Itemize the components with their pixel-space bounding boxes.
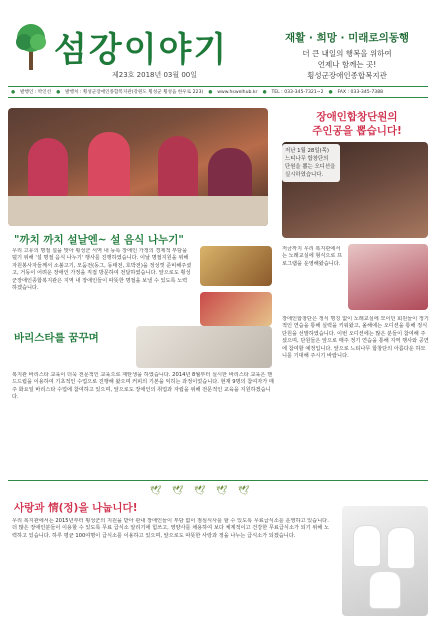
holiday-food-photo <box>8 108 268 226</box>
person-figure <box>28 138 68 198</box>
article-3-title-line-1: 장애인합창단원의 <box>316 111 398 123</box>
food-delivery-photo <box>200 292 272 326</box>
caption-line-3: 단원을 뽑는 오디션을 <box>285 164 336 170</box>
cafeteria-staff-photo <box>342 506 428 616</box>
caption-line-2: 느티나무 합창단의 <box>285 156 329 162</box>
person-figure <box>88 132 130 200</box>
article-4-body: 우리 복지관에서는 2015년부터 횡성군의 지원을 받아 관내 장애인들이 부담 없이 점심식사를 할 수 있도록 무료급식소를 운영하고 있습니다. 더 많은 장애인분들이 이용할 수 있도록 무료 급식소 알리기에 힘쓰고, 영양사를 채용하여 보다 체계적이고 건강한 무료급식소가 되기 위해 노력하고 있습니다. 하루 평균 100여명이 급식소를 이용하고 있으며, 앞으로도 따뜻한 사랑과 정을 나누는 급식소가 되겠습니다. <box>12 518 329 539</box>
bullet-icon: ● <box>208 89 213 95</box>
slogan-main: 재활 · 희망 · 미래로의동행 <box>284 32 410 44</box>
barista-machine-photo <box>136 326 272 368</box>
slogan-line-3: 횡성군장애인종합복지관 <box>307 71 387 80</box>
bird-icon: 🕊 <box>194 486 206 496</box>
telephone: TEL : 033-345-7321~2 <box>271 89 324 95</box>
audition-caption <box>282 144 340 182</box>
article-3-body-short: 저금까지 우리 복지관에서는 노래교실에 형식으로 프로그램을 운영해왔습니다. <box>282 246 343 267</box>
table-shape <box>8 196 268 226</box>
chef-figure <box>354 526 380 566</box>
issue-info: 제23호 2018년 03월 00일 <box>112 71 198 79</box>
bullet-icon: ● <box>328 89 333 95</box>
person-figure <box>158 136 198 200</box>
bullet-icon: ● <box>262 89 267 95</box>
article-2-body: 복지관 바리스타 교육이 더욱 전문적인 교육으로 재탄생을 하였습니다. 2014년 8월부터 실시한 바리스타 교육은 핸드드립을 이용하여 기초적인 수업으로 진행해 왔으며 커피의 기본을 익히는 과정이었습니다. 현재 9명의 참여자가 매주 화요일 바리스타 수업에 참여하고 있으며, 앞으로도 장애인의 취업과 자립을 위해 전문적인 교육을 지원하겠습니다. <box>12 372 274 401</box>
article-1-body: 우리 고유의 명절 설을 맞아 횡성군 서역 내 등록 장애인 가정의 경제적 부담을 덜기 위해 '설 명절 음식 나누기' 행사를 진행하였습니다. 이날 명절지원을 위해 자원봉사자들께서 소불고기, 모둠전(동그, 동태전, 호박전)을 정성껏 준비해주셨고, 거동이 어려운 장애인 가정을 직접 방문하여 전달하였습니다. 앞으로도 횡성군장애인종합복지관은 지역 내 장애인들이 따뜻한 명절을 보낼 수 있도록 노력하겠습니다. <box>12 248 192 292</box>
choir-member-photo <box>348 244 428 310</box>
section-divider <box>8 480 428 481</box>
bird-icon: 🕊 <box>150 486 162 496</box>
bird-icon: 🕊 <box>238 486 250 496</box>
masthead <box>0 0 436 86</box>
slogan-line-1: 더 큰 내일의 행복을 위하여 <box>302 49 392 58</box>
bird-icon: 🕊 <box>172 486 184 496</box>
bullet-icon: ● <box>56 89 61 95</box>
bird-icon: 🕊 <box>216 486 228 496</box>
publisher: 발행인 : 박인선 <box>20 90 52 95</box>
issuer: 발행처 : 횡성군장애인종합복지관(강원도 횡성군 횡성읍 한우로 223) <box>65 90 204 95</box>
caption-line-1: 저난 1월 28일(목) <box>285 148 329 154</box>
publisher-info-bar <box>8 86 428 98</box>
newsletter-logo-text: 섬강이야기 <box>54 30 229 70</box>
chef-figure <box>370 572 400 608</box>
article-4-title: 사랑과 情(정)을 나눕니다! <box>14 502 138 514</box>
chef-figure <box>388 528 414 568</box>
article-2-title: 바리스타를 꿈꾸며 <box>14 332 99 344</box>
article-1-title: "까치 까치 설날엔~ 설 음식 나누기" <box>14 234 184 246</box>
tree-logo-icon <box>14 20 48 72</box>
website-link[interactable]: www.hswelhub.kr <box>217 89 258 95</box>
bullet-icon: ● <box>11 89 16 95</box>
article-3-title <box>282 110 432 138</box>
article-3-body-long: 장애인합창단은 정식 명칭 없이 노래교실에 모이던 회원들이 정기적인 연습을 통해 실력을 키워왔고, 올해에는 오디션을 통해 정식 단원을 선발하였습니다. 이번 오디션에는 많은 분들이 참여해 주셨으며, 단원들은 앞으로 매주 정기 연습을 통해 지역 행사와 공연에 참여할 예정입니다. 앞으로 느티나무 합창단의 아름다운 하모니를 기대해 주시기 바랍니다. <box>282 316 429 360</box>
article-3-title-line-2: 주인공을 뽑습니다! <box>312 125 402 137</box>
food-tray-photo <box>200 246 272 286</box>
caption-line-4: 실시하였습니다. <box>285 172 324 178</box>
fax: FAX : 033-345-7388 <box>337 89 384 95</box>
slogan-line-2: 언제나 함께는 곳! <box>317 60 377 69</box>
